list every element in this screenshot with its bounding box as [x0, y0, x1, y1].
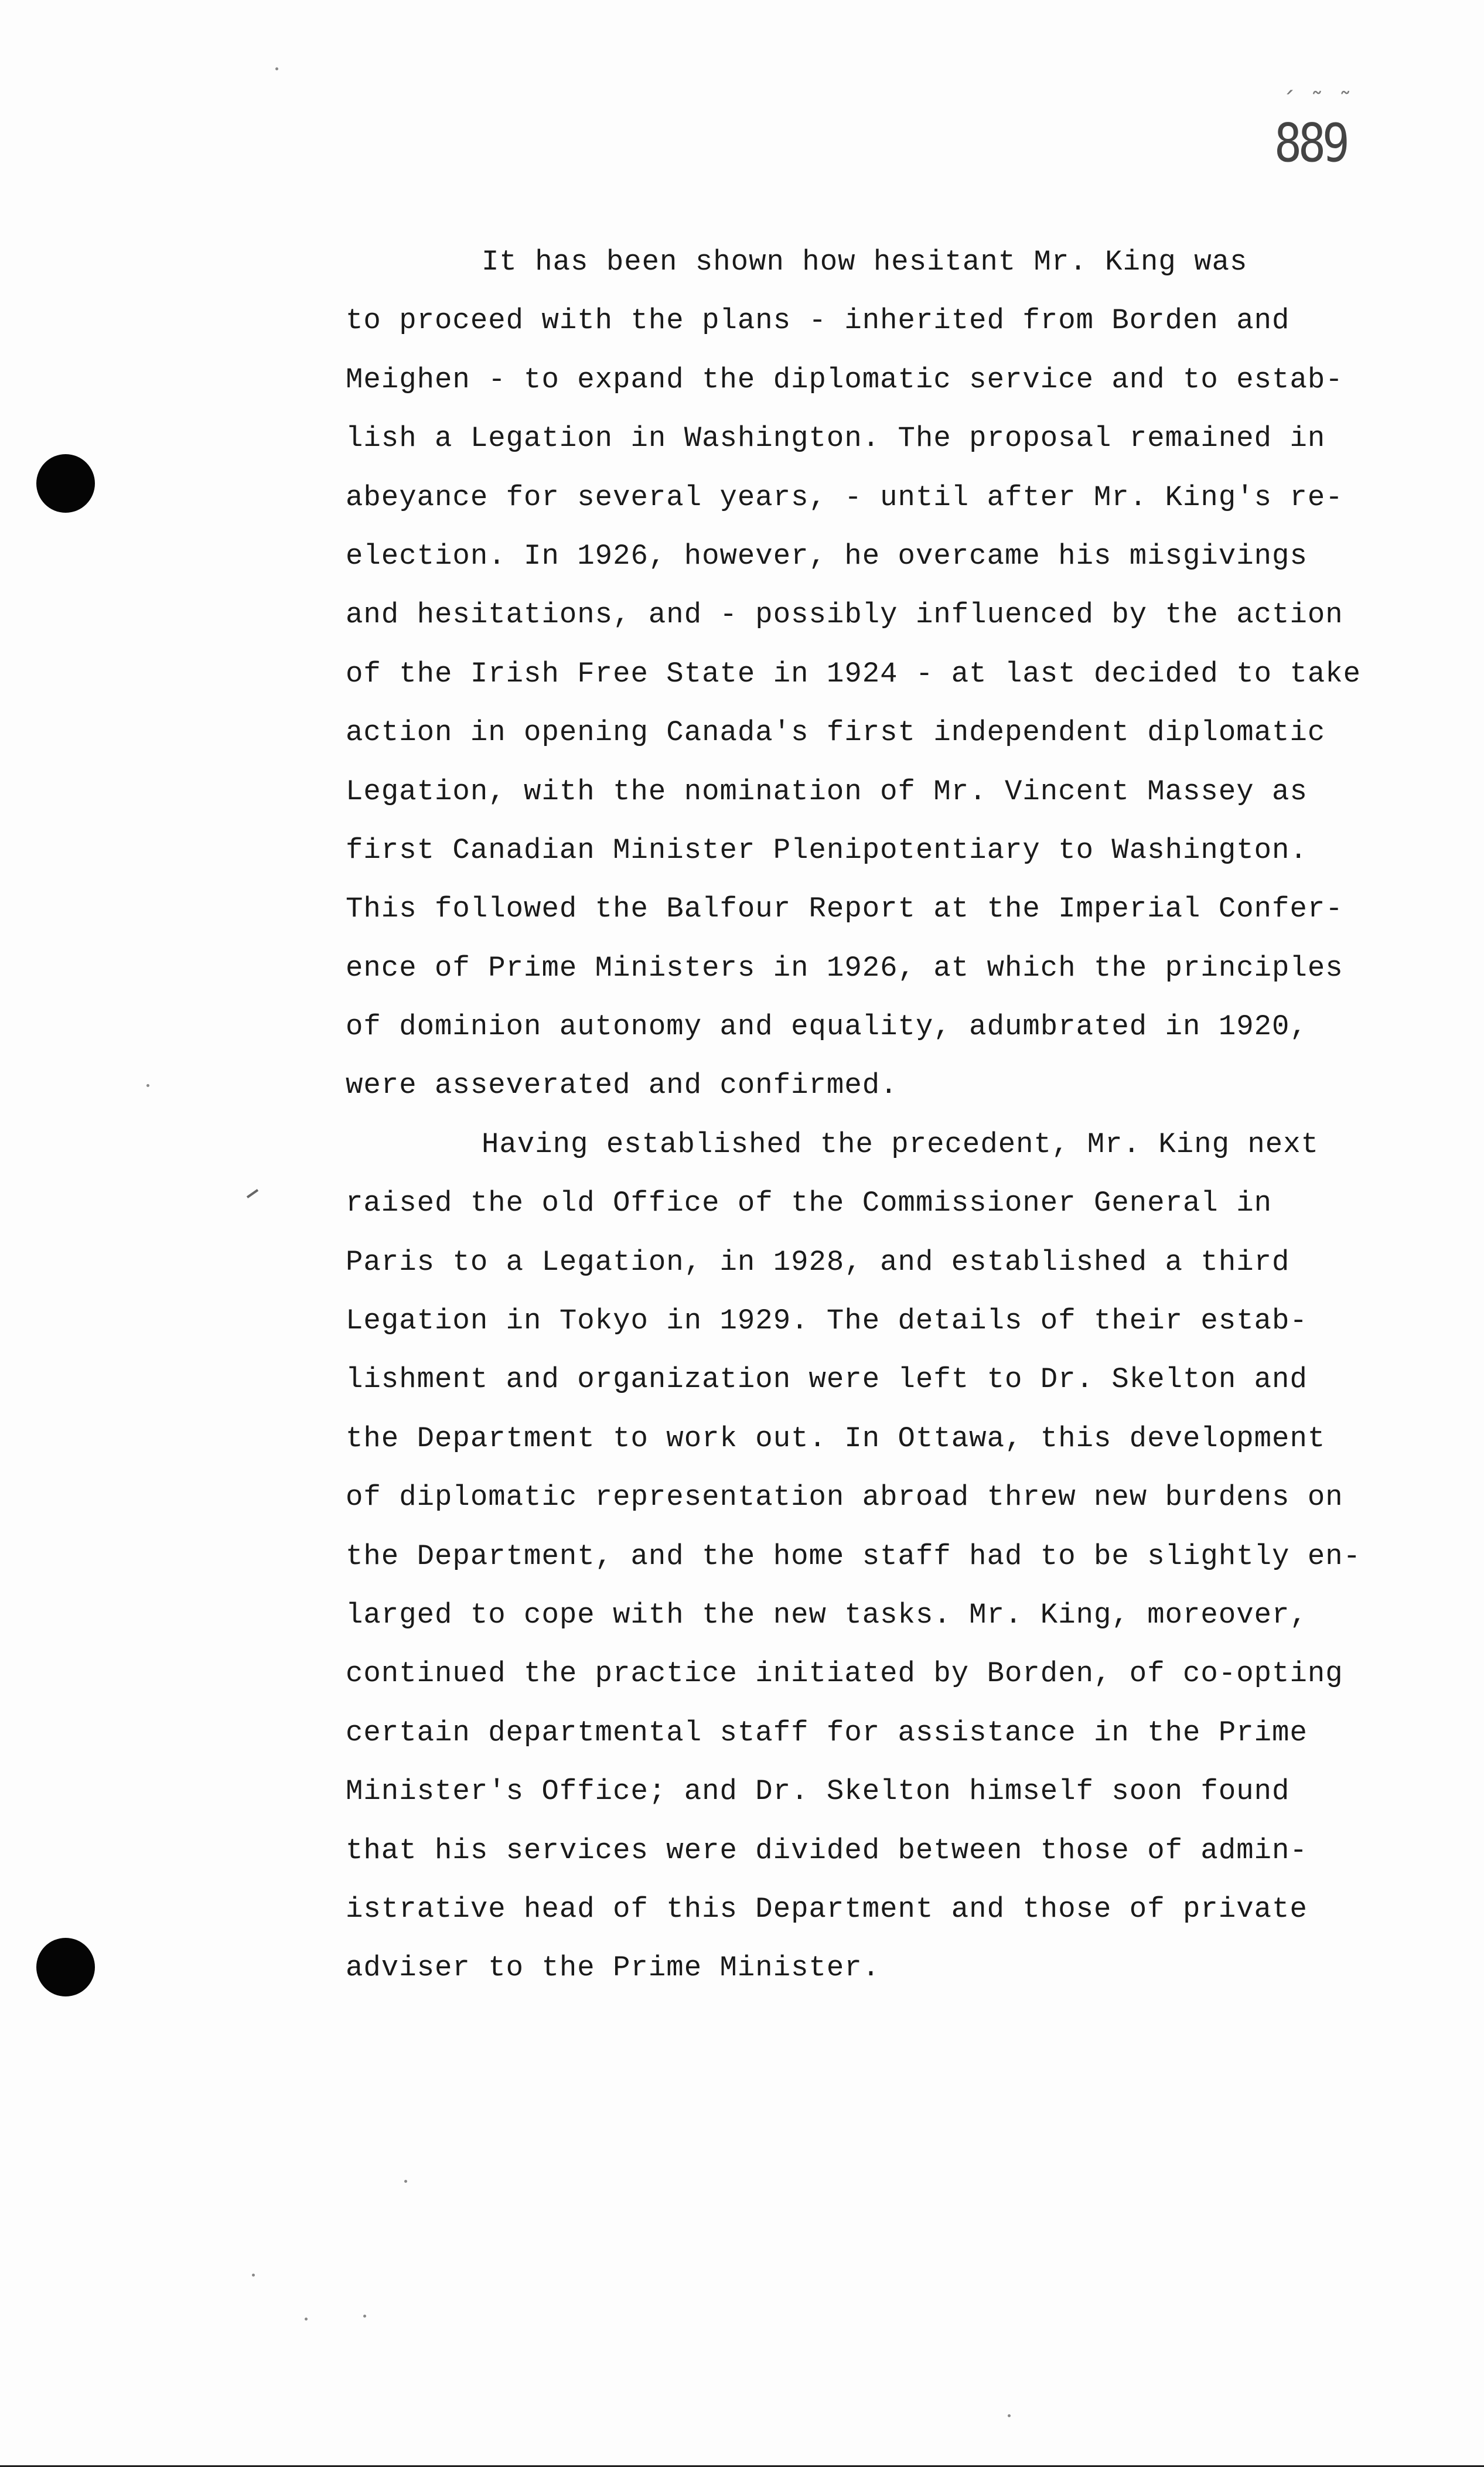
paragraph-line: Minister's Office; and Dr. Skelton himself soon found: [346, 1775, 1290, 1808]
paragraph-line: of diplomatic representation abroad threw new burdens on: [346, 1481, 1343, 1514]
paragraph-line: larged to cope with the new tasks. Mr. King, moreover,: [346, 1598, 1308, 1631]
paragraph-line: Paris to a Legation, in 1928, and established a third: [346, 1245, 1290, 1279]
paragraph-line: lish a Legation in Washington. The proposal remained in: [346, 422, 1326, 455]
paragraph-line: Legation in Tokyo in 1929. The details of their estab-: [346, 1304, 1308, 1338]
paper-speck: [146, 1084, 149, 1087]
paragraph-line: to proceed with the plans - inherited from Borden and: [346, 304, 1290, 338]
paragraph-line: action in opening Canada's first independent diplomatic: [346, 716, 1326, 749]
paragraph-line: This followed the Balfour Report at the Imperial Confer-: [346, 892, 1343, 926]
paragraph-line: raised the old Office of the Commissioner General in: [346, 1187, 1273, 1220]
paragraph-line: lishment and organization were left to Dr. Skelton and: [346, 1363, 1308, 1396]
paragraph-first-line: It has been shown how hesitant Mr. King was: [482, 246, 1248, 278]
paragraph-line: istrative head of this Department and those of private: [346, 1892, 1308, 1926]
punch-hole-bottom: [36, 1938, 95, 1996]
paragraph-line: first Canadian Minister Plenipotentiary to Washington.: [346, 833, 1308, 867]
paragraph-line: certain departmental staff for assistance in the Prime: [346, 1716, 1308, 1749]
paper-speck: [305, 2318, 308, 2321]
paragraph-line: ence of Prime Ministers in 1926, at which the principles: [346, 951, 1343, 984]
page-number-annotation: ´ ˜ ˜: [1280, 88, 1351, 115]
body-text: [346, 233, 1362, 1998]
paragraph-line: adviser to the Prime Minister.: [346, 1951, 881, 1985]
paragraph-first-line: Having established the precedent, Mr. King next: [482, 1127, 1319, 1161]
paper-speck: [363, 2315, 366, 2318]
page-number: 889: [1274, 113, 1346, 174]
paper-speck: [404, 2180, 407, 2183]
paper-speck: [275, 67, 278, 70]
margin-tick-mark: [247, 1189, 258, 1198]
paragraph-line: of dominion autonomy and equality, adumbrated in 1920,: [346, 1010, 1308, 1044]
paper-speck: [252, 2274, 255, 2277]
paragraph-line: of the Irish Free State in 1924 - at last decided to take: [346, 657, 1362, 690]
paragraph-line: continued the practice initiated by Borden, of co-opting: [346, 1657, 1343, 1691]
punch-hole-top: [36, 454, 95, 513]
paragraph-line: Legation, with the nomination of Mr. Vincent Massey as: [346, 775, 1308, 808]
paragraph-line: were asseverated and confirmed.: [346, 1069, 898, 1102]
paragraph-line: the Department to work out. In Ottawa, this development: [346, 1422, 1326, 1455]
paragraph-line: that his services were divided between those of admin-: [346, 1834, 1308, 1867]
paragraph-line: election. In 1926, however, he overcame his misgivings: [346, 539, 1308, 573]
paragraph-line: abeyance for several years, - until after Mr. King's re-: [346, 481, 1343, 514]
paragraph-line: the Department, and the home staff had to be slightly en-: [346, 1539, 1362, 1573]
paragraph-line: and hesitations, and - possibly influenced by the action: [346, 598, 1343, 632]
paper-speck: [1008, 2414, 1011, 2417]
paragraph-line: Meighen - to expand the diplomatic service and to estab-: [346, 363, 1343, 396]
